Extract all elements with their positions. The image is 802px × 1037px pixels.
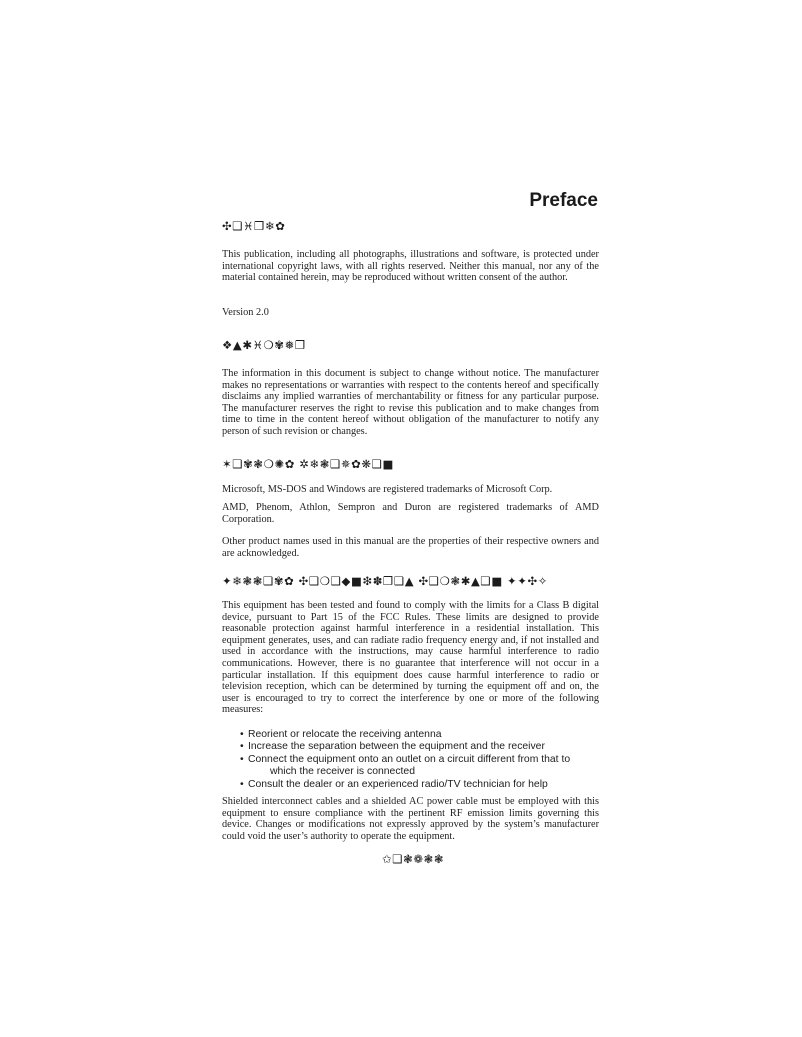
version-text: Version 2.0	[222, 307, 269, 318]
section-heading-disclaimer: ❖▲✱♓❍✾❅❐	[222, 338, 306, 352]
trademark-paragraph-microsoft: Microsoft, MS-DOS and Windows are registered trademarks of Microsoft Corp.	[222, 484, 553, 495]
section-heading-trademarks: ✶❑✾❃❍✺✿ ✲❄❃❑✵✿❋❑■	[222, 457, 394, 471]
list-item: • Reorient or relocate the receiving antenna	[240, 729, 600, 741]
section-heading-fcc: ✦❄❃❃❑✾✿ ✣❑❍❑◆■❇✽❐❑▲ ✣❑❍❃✱▲❑■ ✦✦✣✧	[222, 574, 548, 588]
fcc-measures-list	[240, 729, 600, 791]
trademark-paragraph-others: Other product names used in this manual are the properties of their respective owners and are acknowledged.	[222, 536, 599, 559]
page-footer: ✩❑❃❁❃❃	[382, 852, 445, 866]
disclaimer-paragraph: The information in this document is subject to change without notice. The manufacturer makes no representations or warranties with respect to the contents hereof and specifically disclaims any implied warranties of merchantability or fitness for any particular purpose. The manufacturer reserves the right to revise this publication and to make changes from time to time in the content hereof without obligation of the manufacturer to notify any person of such revision or changes.	[222, 368, 599, 437]
fcc-closing-paragraph: Shielded interconnect cables and a shielded AC power cable must be employed with this equipment to ensure compliance with the pertinent RF emission limits governing this device. Changes or modifications not expressly approved by the system’s manufacturer could void the user’s authority to operate the equipment.	[222, 796, 599, 842]
trademark-paragraph-amd: AMD, Phenom, Athlon, Sempron and Duron are registered trademarks of AMD Corporation.	[222, 502, 599, 525]
page-title: Preface	[529, 190, 598, 211]
list-item: • Connect the equipment onto an outlet on a circuit different from that to which the receiver is connected	[240, 754, 600, 779]
copyright-paragraph: This publication, including all photographs, illustrations and software, is protected under international copyright laws, with all rights reserved. Neither this manual, nor any of the material contained herein, may be reproduced without written consent of the author.	[222, 249, 599, 284]
fcc-paragraph: This equipment has been tested and found to comply with the limits for a Class B digital device, pursuant to Part 15 of the FCC Rules. These limits are designed to provide reasonable protection against harmful interference in a residential installation. This equipment generates, uses, and can radiate radio frequency energy and, if not installed and used in accordance with the instructions, may cause harmful interference to radio communications. However, there is no guarantee that interference will not occur in a particular installation. If this equipment does cause harmful interference to radio or television reception, which can be determined by turning the equipment off and on, the user is encouraged to try to correct the interference by one or more of the following measures:	[222, 600, 599, 716]
list-item: • Increase the separation between the equipment and the receiver	[240, 741, 600, 753]
list-item: • Consult the dealer or an experienced radio/TV technician for help	[240, 779, 600, 791]
section-heading-copyright: ✣❑♓❒❄✿	[222, 219, 286, 233]
